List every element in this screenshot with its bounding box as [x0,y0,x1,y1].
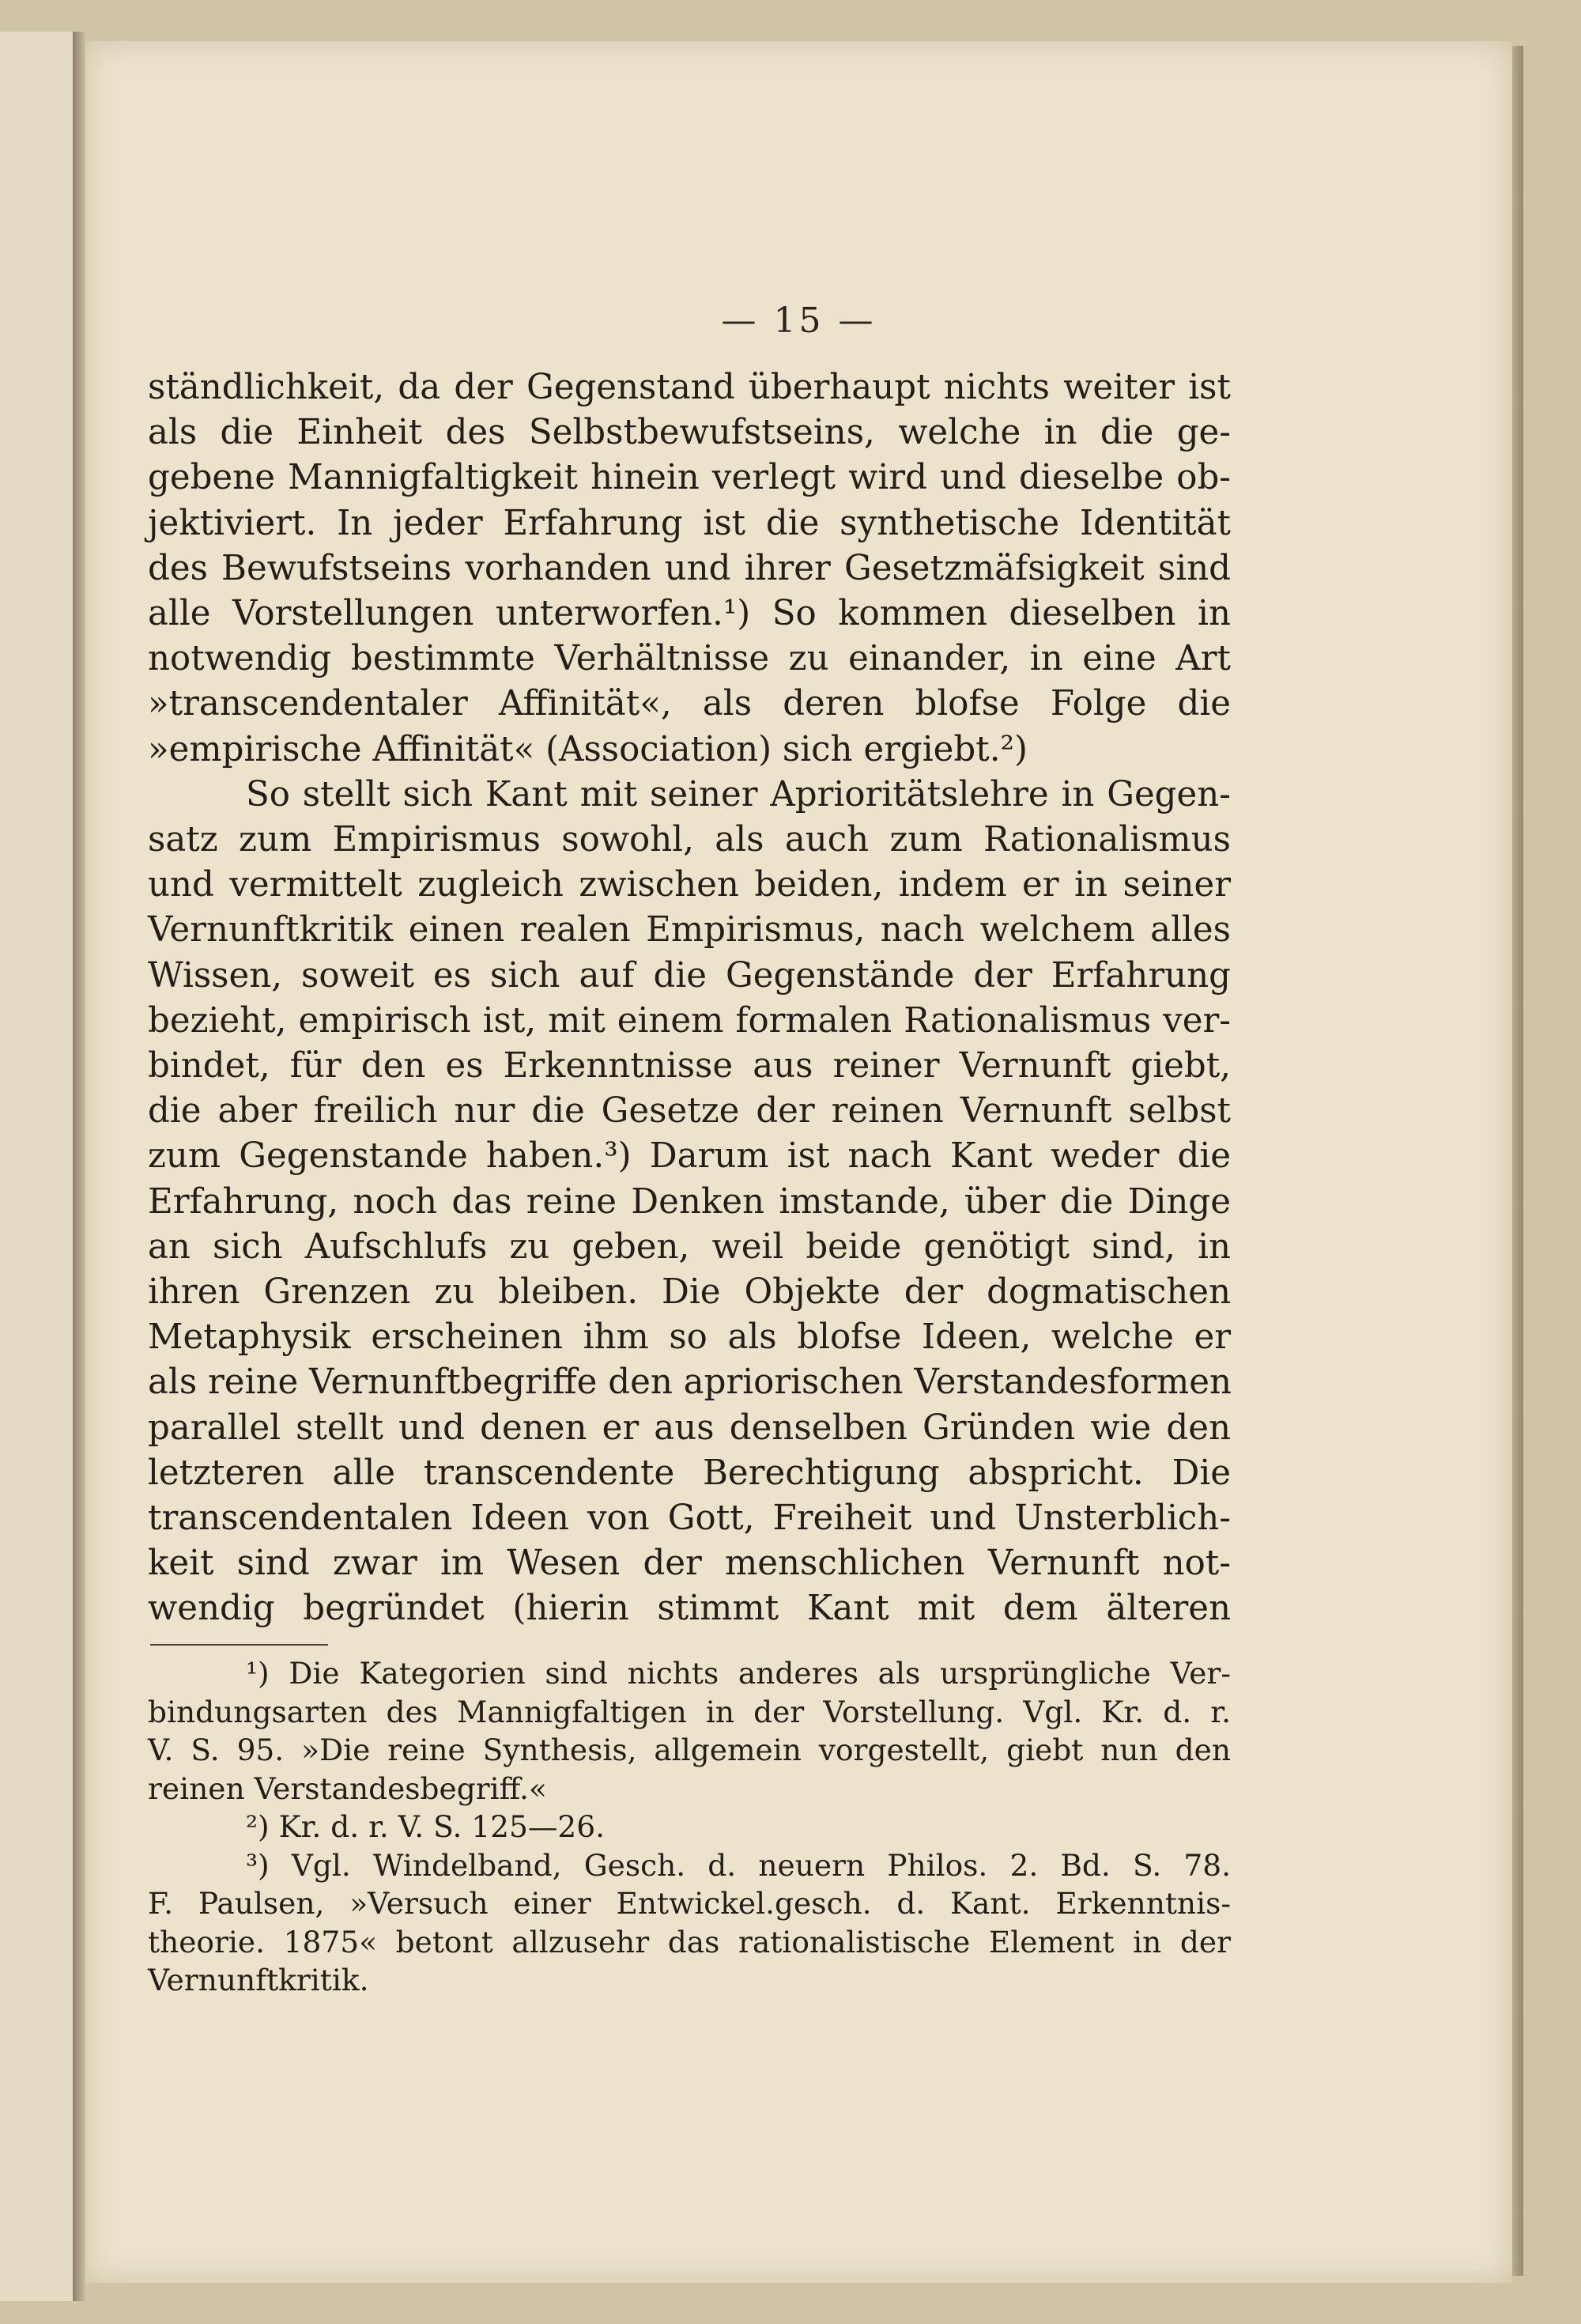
body-line: wendig begründet (hierin stimmt Kant mit dem älteren [148,1589,1231,1629]
previous-page-edge [0,32,75,2301]
body-line: notwendig bestimmte Verhältnisse zu einander, in eine Art [148,639,1231,679]
book-gutter [73,32,85,2301]
body-line: Wissen, soweit es sich auf die Gegenstände der Erfahrung [148,955,1231,996]
body-line: ihren Grenzen zu bleiben. Die Objekte der dogmatischen [148,1272,1231,1313]
page-stack-edge [1512,46,1523,2276]
body-line: satz zum Empirismus sowohl, als auch zum Rationalismus [148,820,1231,860]
body-line: Vernunftkritik einen realen Empirismus, nach welchem alles [148,910,1231,950]
footnotes [148,1654,1231,2000]
body-line: »empirische Affinität« (Association) sich ergiebt.²) [148,729,1028,769]
body-line: ständlichkeit, da der Gegenstand überhaupt nichts weiter ist [148,368,1231,407]
body-line: »transcendentaler Affinität«, als deren blofse Folge die [148,684,1231,724]
body-text [148,365,1231,1632]
body-line: So stellt sich Kant mit seiner Aprioritätslehre in Gegen- [246,774,1231,814]
body-line: letzteren alle transcendente Berechtigung abspricht. Die [148,1453,1231,1493]
body-line: und vermittelt zugleich zwischen beiden, indem er in seiner [148,865,1231,905]
footnote-line: V. S. 95. »Die reine Synthesis, allgemein vorgestellt, giebt nun den [148,1733,1231,1767]
footnote-line: F. Paulsen, »Versuch einer Entwickel.gesch. d. Kant. Erkenntnis- [148,1886,1231,1921]
footnote-line: ²) Kr. d. r. V. S. 125—26. [246,1809,606,1844]
footnote-line: bindungsarten des Mannigfaltigen in der Vorstellung. Vgl. Kr. d. r. [148,1694,1231,1729]
footnote-rule [150,1644,328,1646]
body-line: jektiviert. In jeder Erfahrung ist die synthetische Identität [148,503,1231,543]
footnote-line: Vernunftkritik. [148,1963,369,1997]
body-line: zum Gegenstande haben.³) Darum ist nach Kant weder die [148,1136,1231,1177]
footnote-line: ¹) Die Kategorien sind nichts anderes als ursprüngliche Ver- [246,1656,1231,1691]
body-line: Metaphysik erscheinen ihm so als blofse Ideen, welche er [148,1317,1231,1358]
body-line: als reine Vernunftbegriffe den apriorischen Verstandesformen [148,1362,1232,1403]
body-line: Erfahrung, noch das reine Denken imstande, über die Dinge [148,1181,1231,1222]
body-line: als die Einheit des Selbstbewufstseins, welche in die ge- [148,413,1231,453]
body-line: bindet, für den es Erkenntnisse aus reiner Vernunft giebt, [148,1046,1231,1086]
footnote-line: reinen Verstandesbegriff.« [148,1770,547,1806]
body-line: gebene Mannigfaltigkeit hinein verlegt wird und dieselbe ob- [148,458,1231,498]
page-number: — 15 — [721,300,877,341]
body-line: bezieht, empirisch ist, mit einem formalen Rationalismus ver- [148,1000,1231,1041]
body-line: alle Vorstellungen unterworfen.¹) So kommen dieselben in [148,594,1231,634]
body-line: transcendentalen Ideen von Gott, Freiheit und Unsterblich- [148,1498,1231,1539]
body-line: parallel stellt und denen er aus denselben Gründen wie den [148,1408,1231,1448]
footnote-line: ³) Vgl. Windelband, Gesch. d. neuern Philos. 2. Bd. S. 78. [246,1847,1231,1883]
body-line: an sich Aufschlufs zu geben, weil beide genötigt sind, in [148,1226,1231,1267]
body-line: des Bewufstseins vorhanden und ihrer Gesetzmäfsigkeit sind [148,548,1231,588]
footnote-line: theorie. 1875« betont allzusehr das rationalistische Element in der [148,1924,1231,1959]
body-line: die aber freilich nur die Gesetze der reinen Vernunft selbst [148,1091,1231,1132]
body-line: keit sind zwar im Wesen der menschlichen Vernunft not- [148,1544,1231,1584]
